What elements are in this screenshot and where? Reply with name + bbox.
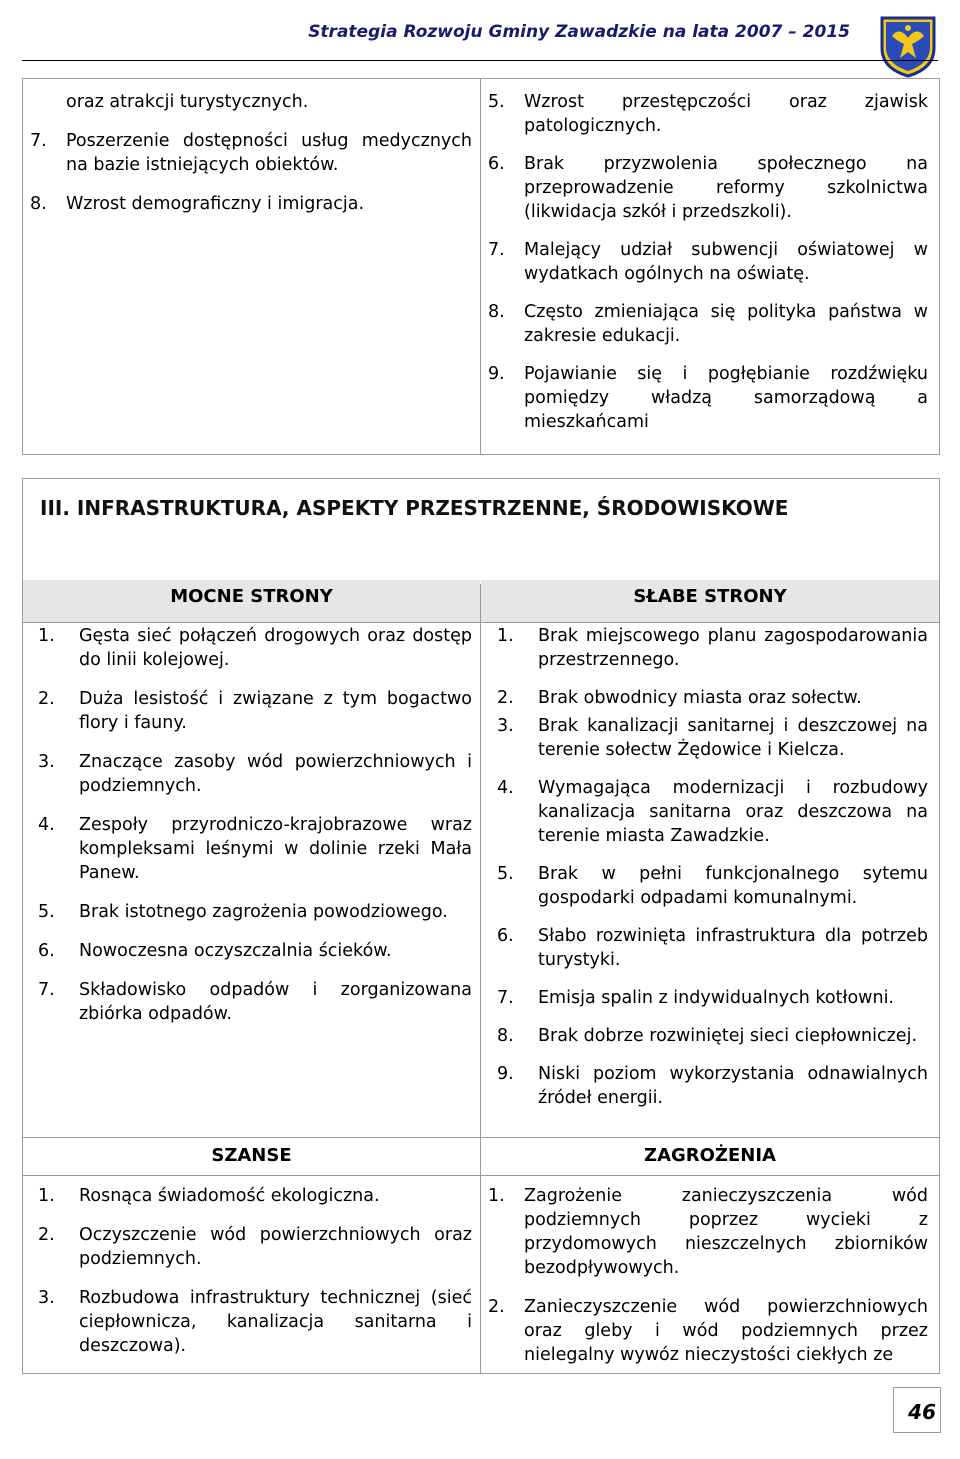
page-number-text: 46 xyxy=(908,1400,936,1424)
strengths-header: MOCNE STRONY xyxy=(23,580,480,622)
list-item: 5. Wzrost przestępczości oraz zjawisk patologicznych. xyxy=(488,92,928,136)
page-number xyxy=(893,1387,941,1433)
strengths-list xyxy=(38,624,472,1041)
list-item: 7. Składowisko odpadów i zorganizowana zbiórka odpadów. xyxy=(38,980,472,1024)
list-item: 1. Brak miejscowego planu zagospodarowania przestrzennego. xyxy=(497,626,928,670)
list-item: 1. Gęsta sieć połączeń drogowych oraz dostęp do linii kolejowej. xyxy=(38,626,472,670)
list-item: 7. Malejący udział subwencji oświatowej w wydatkach ogólnych na oświatę. xyxy=(488,240,928,284)
list-item: 6. Nowoczesna oczyszczalnia ścieków. xyxy=(38,941,392,961)
list-item: 8. Wzrost demograficzny i imigracja. xyxy=(30,194,365,214)
list-item: oraz atrakcji turystycznych. xyxy=(66,92,309,112)
list-item: 6. Słabo rozwinięta infrastruktura dla potrzeb turystyki. xyxy=(497,926,928,970)
list-item: 2. Brak obwodnicy miasta oraz sołectw. xyxy=(497,688,862,708)
list-item: 7. Emisja spalin z indywidualnych kotłowni. xyxy=(497,988,894,1008)
list-item: 3. Rozbudowa infrastruktury technicznej (sieć ciepłownicza, kanalizacja sanitarna i deszczowa). xyxy=(38,1288,472,1356)
threats-header: ZAGROŻENIA xyxy=(481,1138,939,1174)
section-rule xyxy=(22,1137,940,1138)
header-rule xyxy=(22,622,940,623)
list-item: 9. Niski poziom wykorzystania odnawialnych źródeł energii. xyxy=(497,1064,928,1108)
list-item: 8. Brak dobrze rozwiniętej sieci ciepłowniczej. xyxy=(497,1026,918,1046)
list-item: 2. Zanieczyszczenie wód powierzchniowych oraz gleby i wód podziemnych przez nielegalny wywóz nieczystości ciekłych ze xyxy=(488,1297,928,1365)
opportunities-header: SZANSE xyxy=(23,1138,480,1174)
list-item: 1. Rosnąca świadomość ekologiczna. xyxy=(38,1186,380,1206)
list-item: 3. Brak kanalizacji sanitarnej i deszczowej na terenie sołectw Żędowice i Kielcza. xyxy=(497,716,928,760)
list-item: 8. Często zmieniająca się polityka państwa w zakresie edukacji. xyxy=(488,302,928,346)
list-item: 3. Znaczące zasoby wód powierzchniowych i podziemnych. xyxy=(38,752,472,796)
section-heading: III. INFRASTRUKTURA, ASPEKTY PRZESTRZENNE, ŚRODOWISKOWE xyxy=(40,496,789,520)
section-rule xyxy=(22,1175,940,1176)
header-rule xyxy=(22,60,938,61)
list-item: 2. Duża lesistość i związane z tym bogactwo flory i fauny. xyxy=(38,689,472,733)
list-item: 1. Zagrożenie zanieczyszczenia wód podziemnych poprzez wycieki z przydomowych nieszczelnych zbiorników bezodpływowych. xyxy=(488,1186,928,1278)
document-header-title: Strategia Rozwoju Gminy Zawadzkie na lata 2007 – 2015 xyxy=(308,22,850,42)
list-item: 6. Brak przyzwolenia społecznego na przeprowadzenie reformy szkolnictwa (likwidacja szkół i przedszkoli). xyxy=(488,154,928,222)
section-heading-box xyxy=(22,478,940,584)
weaknesses-list xyxy=(497,624,928,1124)
list-item: 5. Brak istotnego zagrożenia powodziowego. xyxy=(38,902,448,922)
list-item: 9. Pojawianie się i pogłębianie rozdźwięku pomiędzy władzą samorządową a mieszkańcami xyxy=(488,364,928,432)
list-item: 7. Poszerzenie dostępności usług medycznych na bazie istniejących obiektów. xyxy=(30,131,472,175)
opportunities-continued-list xyxy=(30,90,472,231)
weaknesses-header: SŁABE STRONY xyxy=(481,580,939,622)
list-item: 2. Oczyszczenie wód powierzchniowych oraz podziemnych. xyxy=(38,1225,472,1269)
table-divider xyxy=(480,78,481,455)
list-item: 4. Wymagająca modernizacji i rozbudowy kanalizacja sanitarna oraz deszczowa na terenie miasta Zawadzkie. xyxy=(497,778,928,846)
list-item: 5. Brak w pełni funkcjonalnego sytemu gospodarki odpadami komunalnymi. xyxy=(497,864,928,908)
opportunities-list xyxy=(38,1184,472,1373)
list-item: 4. Zespoły przyrodniczo-krajobrazowe wraz kompleksami leśnymi w dolinie rzeki Mała Panew. xyxy=(38,815,472,883)
threats-continued-list xyxy=(488,90,928,448)
coat-of-arms-icon xyxy=(878,14,938,78)
threats-list xyxy=(488,1184,928,1382)
swot-column-divider xyxy=(480,584,481,1374)
